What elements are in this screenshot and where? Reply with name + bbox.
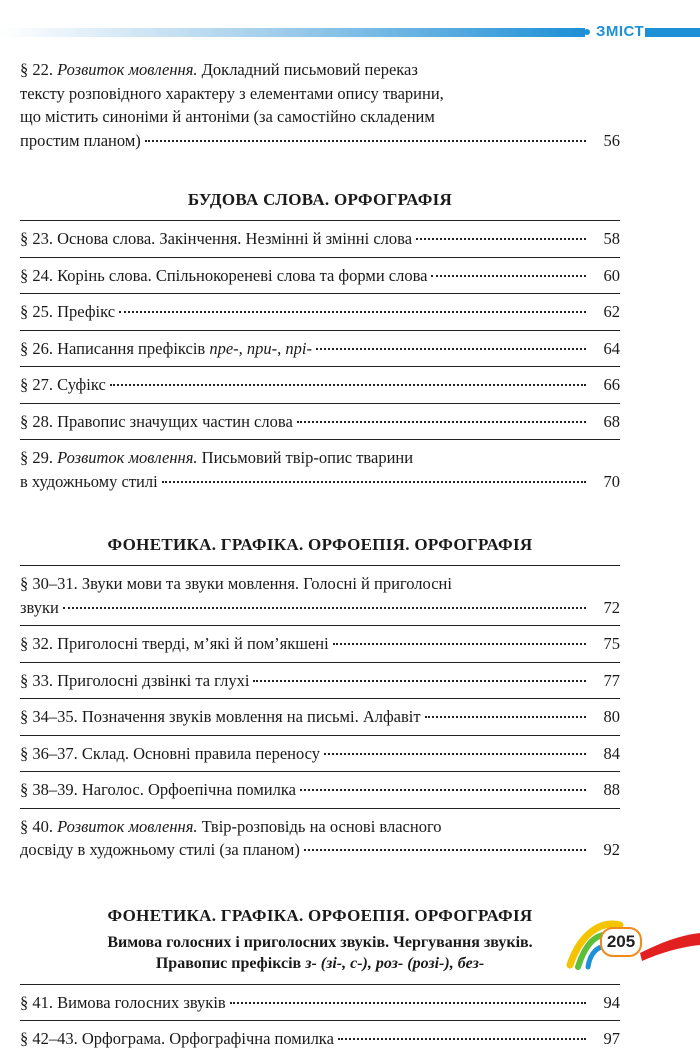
entry-italic: Розвиток мовлення. [57,816,198,836]
page-number: 70 [603,471,620,491]
divider [20,565,620,566]
header-bar-end [645,28,700,37]
page-number: 62 [603,302,620,321]
toc-entry[interactable] [20,778,620,802]
dot-leader [110,384,586,386]
divider [20,220,620,221]
section-title: БУДОВА СЛОВА. ОРФОГРАФІЯ [187,190,453,209]
divider [20,366,620,367]
entry-text: § 28. Правопис значущих частин слова [20,411,293,431]
toc-entry[interactable] [20,227,620,251]
divider [20,625,620,626]
entry-number: § 22. [20,60,53,79]
entry-italic: Розвиток мовлення. [57,60,198,79]
dot-leader [119,311,586,313]
toc-entry[interactable] [20,337,620,361]
dot-leader [416,238,586,240]
divider [20,698,620,699]
toc-entry[interactable] [20,705,620,729]
section-subtitle [20,953,620,974]
entry-text: § 34–35. Позначення звуків мовлення на письмі. Алфавіт [20,707,421,726]
entry-text: простим планом) [20,130,141,150]
divider [20,439,620,440]
toc-entry[interactable] [20,991,620,1015]
page-number: 92 [603,840,620,859]
divider [20,403,620,404]
page-number: 64 [603,338,620,358]
entry-text: § 36–37. Склад. Основні правила переносу [20,743,321,763]
header-label: ЗМІСТ [596,23,645,40]
toc-entry[interactable] [20,1027,620,1051]
entry-line: тексту розповідного характеру з елементами опису тварини, [20,83,444,103]
entry-text: § 32. Приголосні тверді, м’які й пом’якшені [20,634,329,653]
entry-text: звуки [20,597,59,617]
dot-leader [316,348,586,350]
entry-text: Письмовий твір-опис тварини [201,448,414,467]
dot-leader [425,716,586,718]
divider [20,330,620,331]
entry-text: § 38–39. Наголос. Орфоепічна помилка [20,780,296,799]
entry-text: Твір-розповідь на основі власного [201,816,442,836]
dot-leader [63,607,586,609]
toc-entry-29[interactable] [20,446,620,493]
entry-text: § 33. Приголосні дзвінкі та глухі [20,670,250,690]
entry-text: досвіду в художньому стилі (за планом) [20,840,300,859]
entry-text: § 30–31. Звуки мови та звуки мовлення. Голосні й приголосні [20,574,452,593]
page-number: 84 [603,743,620,763]
dot-leader [333,643,586,645]
bullet-icon [584,29,590,35]
dot-leader [304,849,586,851]
entry-number: § 40. [20,816,53,836]
page-number: 58 [603,229,620,248]
table-of-contents [20,58,620,1051]
entry-text: в художньому стилі [20,471,158,491]
page-number: 80 [603,707,620,726]
toc-entry[interactable] [20,742,620,766]
dot-leader [253,680,586,682]
page-number: 88 [603,780,620,799]
dot-leader [431,275,586,277]
divider [20,293,620,294]
dot-leader [297,421,586,423]
page-number: 56 [603,130,620,150]
divider [20,808,620,809]
dot-leader [162,481,586,483]
subtitle-text: Правопис префіксів [155,954,302,972]
toc-entry[interactable] [20,410,620,434]
dot-leader [300,789,586,791]
toc-entry[interactable] [20,264,620,288]
dot-leader [338,1038,586,1040]
page-number: 75 [603,634,620,653]
entry-line: що містить синоніми й антоніми (за самостійно складеним [20,107,435,126]
section-title: ФОНЕТИКА. ГРАФІКА. ОРФОЕПІЯ. ОРФОГРАФІЯ [107,905,533,925]
section-subtitle: Вимова голосних і приголосних звуків. Чергування звуків. [107,933,533,951]
toc-entry[interactable] [20,300,620,324]
divider [20,984,620,985]
section-title: ФОНЕТИКА. ГРАФІКА. ОРФОЕПІЯ. ОРФОГРАФІЯ [107,535,533,554]
entry-text: § 27. Суфікс [20,375,106,394]
page-number-badge: 205 [600,927,642,957]
divider [20,662,620,663]
dot-leader [145,140,586,142]
page-number: 68 [603,411,620,431]
header-bar [0,28,585,37]
dot-leader [230,1002,586,1004]
divider [20,735,620,736]
entry-text: § 23. Основа слова. Закінчення. Незмінні й змінні слова [20,229,413,248]
page-number: 94 [603,992,620,1012]
entry-text: § 41. Вимова голосних звуків [20,992,226,1012]
entry-text: § 25. Префікс [20,302,116,321]
page-number: 60 [603,265,620,285]
divider [20,1020,620,1021]
entry-text: § 42–43. Орфограма. Орфографічна помилка [20,1029,334,1048]
entry-text: Докладний письмовий переказ [201,60,418,79]
page-number: 66 [603,375,620,394]
toc-entry[interactable] [20,669,620,693]
toc-entry-40[interactable] [20,815,620,862]
page-number: 77 [603,670,620,690]
entry-text: § 26. Написання префіксів [20,338,206,358]
divider [20,257,620,258]
entry-number: § 29. [20,448,53,467]
subtitle-italic: з- (зі-, с-), роз- (розі-), без- [305,954,485,972]
divider [20,771,620,772]
entry-text: § 24. Корінь слова. Спільнокореневі слова та форми слова [20,265,428,285]
entry-italic: Розвиток мовлення. [57,448,198,467]
toc-entry[interactable] [20,373,620,397]
toc-entry-30[interactable] [20,572,620,619]
entry-italic: пре-, при-, прі- [209,338,312,358]
dot-leader [324,753,586,755]
toc-entry-22[interactable] [20,58,620,152]
page-number: 72 [603,597,620,617]
page-number: 97 [603,1029,620,1048]
toc-entry[interactable] [20,632,620,656]
